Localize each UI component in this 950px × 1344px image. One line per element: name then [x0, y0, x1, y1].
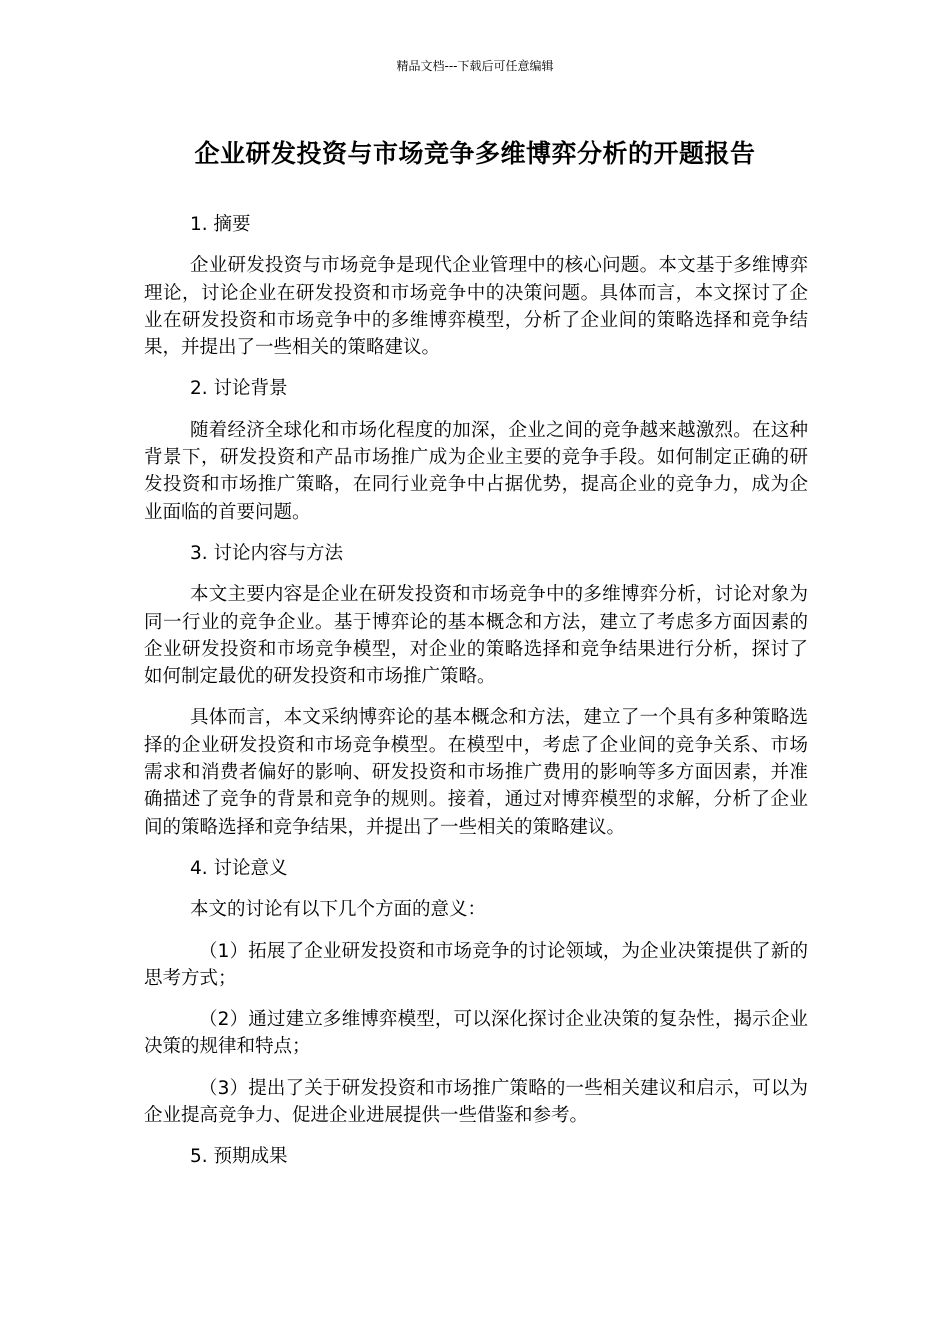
header-note: 精品文档---下载后可任意编辑	[396, 59, 554, 73]
section-heading-abstract: 1. 摘要	[190, 214, 251, 235]
document-body	[144, 211, 808, 1185]
paragraph-abstract: 企业研发投资与市场竞争是现代企业管理中的核心问题。本文基于多维博弈理论，讨论企业在研发投资和市场竞争中的决策问题。具体而言，本文探讨了企业在研发投资和市场竞争中的多维博弈模型，分析了企业间的策略选择和竞争结果，并提出了一些相关的策略建议。	[144, 255, 808, 359]
paragraph-content-method-2: 具体而言，本文采纳博弈论的基本概念和方法，建立了一个具有多种策略选择的企业研发投资和市场竞争模型。在模型中，考虑了企业间的竞争关系、市场需求和消费者偏好的影响、研发投资和市场推广费用的影响等多方面因素，并准确描述了竞争的背景和竞争的规则。接着，通过对博弈模型的求解，分析了企业间的策略选择和竞争结果，并提出了一些相关的策略建议。	[144, 707, 808, 838]
document-title: 企业研发投资与市场竞争多维博弈分析的开题报告	[194, 139, 756, 168]
paragraph-background: 随着经济全球化和市场化程度的加深，企业之间的竞争越来越激烈。在这种背景下，研发投资和产品市场推广成为企业主要的竞争手段。如何制定正确的研发投资和市场推广策略，在同行业竞争中占据优势，提高企业的竞争力，成为企业面临的首要问题。	[144, 419, 808, 523]
section-heading-content-method: 3. 讨论内容与方法	[190, 542, 344, 564]
section-heading-background: 2. 讨论背景	[190, 378, 288, 400]
section-heading-expected-results: 5. 预期成果	[190, 1146, 288, 1168]
list-item-significance-3: （3）提出了关于研发投资和市场推广策略的一些相关建议和启示，可以为企业提高竞争力、促进企业进展提供一些借鉴和参考。	[144, 1077, 808, 1127]
list-item-significance-1: （1）拓展了企业研发投资和市场竞争的讨论领域，为企业决策提供了新的思考方式；	[144, 940, 808, 989]
paragraph-content-method-1: 本文主要内容是企业在研发投资和市场竞争中的多维博弈分析，讨论对象为同一行业的竞争企业。基于博弈论的基本概念和方法，建立了考虑多方面因素的企业研发投资和市场竞争模型，对企业的策略选择和竞争结果进行分析，探讨了如何制定最优的研发投资和市场推广策略。	[144, 584, 808, 688]
list-item-significance-2: （2）通过建立多维博弈模型，可以深化探讨企业决策的复杂性，揭示企业决策的规律和特点；	[144, 1009, 808, 1058]
section-heading-significance: 4. 讨论意义	[190, 857, 288, 879]
paragraph-significance-intro: 本文的讨论有以下几个方面的意义：	[190, 899, 487, 921]
